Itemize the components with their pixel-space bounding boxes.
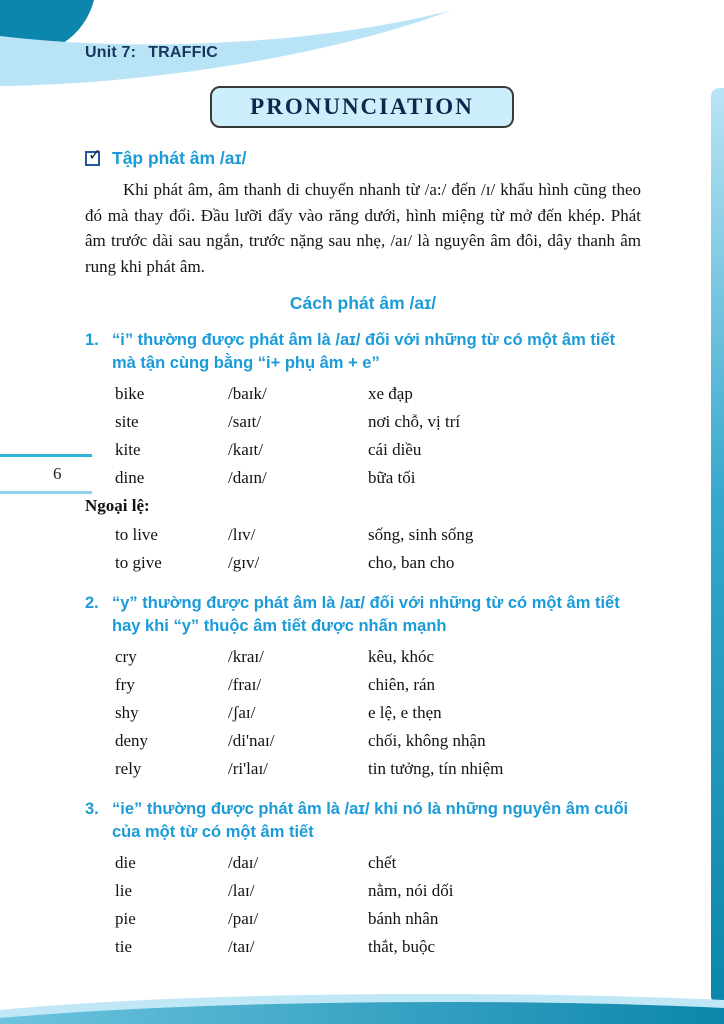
ipa: /ʃaɪ/ <box>228 703 256 722</box>
meaning: cái diều <box>368 440 422 459</box>
word-row <box>85 408 641 436</box>
rule-1-number: 1. <box>85 331 99 349</box>
section-heading-row <box>85 145 641 169</box>
rule-1-heading <box>85 329 641 375</box>
checked-box-icon <box>85 145 102 166</box>
ipa: /laɪ/ <box>228 881 255 900</box>
word: to give <box>115 553 162 572</box>
word: dine <box>115 468 145 487</box>
page-title-box: PRONUNCIATION <box>210 86 514 128</box>
page-number: 6 <box>53 464 62 483</box>
meaning: bữa tối <box>368 468 416 487</box>
check-glyph: ✓ <box>88 145 102 164</box>
meaning: nơi chỗ, vị trí <box>368 412 461 431</box>
right-accent-bar <box>711 88 724 1004</box>
rule-3-number: 3. <box>85 800 99 818</box>
word: lie <box>115 881 132 900</box>
word-row <box>85 755 641 783</box>
word: bike <box>115 384 145 403</box>
unit-header <box>85 44 218 62</box>
word-row <box>85 699 641 727</box>
rule-3-entries <box>85 849 641 961</box>
ipa: /saɪt/ <box>228 412 262 431</box>
meaning: chết <box>368 853 397 872</box>
meaning: chối, không nhận <box>368 731 486 750</box>
rule-2-text: “y” thường được phát âm là /aɪ/ đối với những từ có một âm tiết hay khi “y” thuộc âm tiết được nhấn mạnh <box>112 594 620 635</box>
ipa: /kraɪ/ <box>228 647 264 666</box>
section-heading: Tập phát âm /aɪ/ <box>112 148 247 168</box>
meaning: chiên, rán <box>368 675 436 694</box>
ipa: /daɪ/ <box>228 853 259 872</box>
ipa: /di'naɪ/ <box>228 731 275 750</box>
word: deny <box>115 731 149 750</box>
subheading-row <box>85 293 641 314</box>
word-row <box>85 464 641 492</box>
word: kite <box>115 440 141 459</box>
word-row <box>85 380 641 408</box>
rule-1-exceptions <box>85 521 641 577</box>
bottom-wave-decoration <box>0 988 724 1024</box>
rule-3-heading <box>85 798 641 844</box>
subheading: Cách phát âm /aɪ/ <box>289 293 437 313</box>
word: site <box>115 412 139 431</box>
word-row <box>85 933 641 961</box>
rule-1-entries <box>85 380 641 492</box>
word: pie <box>115 909 136 928</box>
meaning: bánh nhân <box>368 909 439 928</box>
rule-1-text: “i” thường được phát âm là /aɪ/ đối với những từ có một âm tiết mà tận cùng bằng “i+ phụ âm + e” <box>112 331 616 372</box>
rule-2-entries <box>85 643 641 783</box>
word-row <box>85 521 641 549</box>
word-row <box>85 877 641 905</box>
ipa: /paɪ/ <box>228 909 259 928</box>
ipa: /fraɪ/ <box>228 675 262 694</box>
rule-3-text: “ie” thường được phát âm là /aɪ/ khi nó là những nguyên âm cuối của một từ có một âm tiết <box>112 800 629 841</box>
word: shy <box>115 703 139 722</box>
word-row <box>85 549 641 577</box>
unit-title: TRAFFIC <box>148 44 219 61</box>
ipa: /baɪk/ <box>228 384 267 403</box>
rule-2-heading <box>85 592 641 638</box>
page-number-rule-bottom <box>0 491 92 494</box>
word: to live <box>115 525 158 544</box>
ipa: /kaɪt/ <box>228 440 263 459</box>
word: fry <box>115 675 135 694</box>
intro-paragraph: Khi phát âm, âm thanh di chuyển nhanh từ /a:/ đến /ɪ/ khẩu hình cũng theo đó mà thay đổi. Đầu lưỡi đẩy vào răng dưới, hình miệng từ mở đến khép. Phát âm trước dài sau ngắn, trước nặng sau nhẹ, /aɪ/ là nguyên âm đôi, dây thanh âm rung khi phát âm. <box>85 180 641 276</box>
ipa: /gɪv/ <box>228 553 260 572</box>
page-number-block <box>0 454 92 494</box>
meaning: nằm, nói dối <box>368 881 454 900</box>
ipa: /lɪv/ <box>228 525 256 544</box>
word: rely <box>115 759 142 778</box>
exception-label: Ngoại lệ: <box>85 496 150 515</box>
unit-label: Unit 7: <box>85 44 137 61</box>
meaning: sống, sinh sống <box>368 525 474 544</box>
word: tie <box>115 937 132 956</box>
word-row <box>85 727 641 755</box>
word: die <box>115 853 136 872</box>
meaning: e lệ, e thẹn <box>368 703 442 722</box>
main-content <box>85 145 641 961</box>
meaning: tin tưởng, tín nhiệm <box>368 759 504 778</box>
ipa: /daɪn/ <box>228 468 267 487</box>
word-row <box>85 436 641 464</box>
word-row <box>85 849 641 877</box>
meaning: kêu, khóc <box>368 647 435 666</box>
meaning: thắt, buộc <box>368 937 436 956</box>
ipa: /ri'laɪ/ <box>228 759 268 778</box>
word-row <box>85 905 641 933</box>
rule-2-number: 2. <box>85 594 99 612</box>
word-row <box>85 643 641 671</box>
ipa: /taɪ/ <box>228 937 255 956</box>
meaning: cho, ban cho <box>368 553 455 572</box>
word: cry <box>115 647 137 666</box>
meaning: xe đạp <box>368 384 413 403</box>
word-row <box>85 671 641 699</box>
